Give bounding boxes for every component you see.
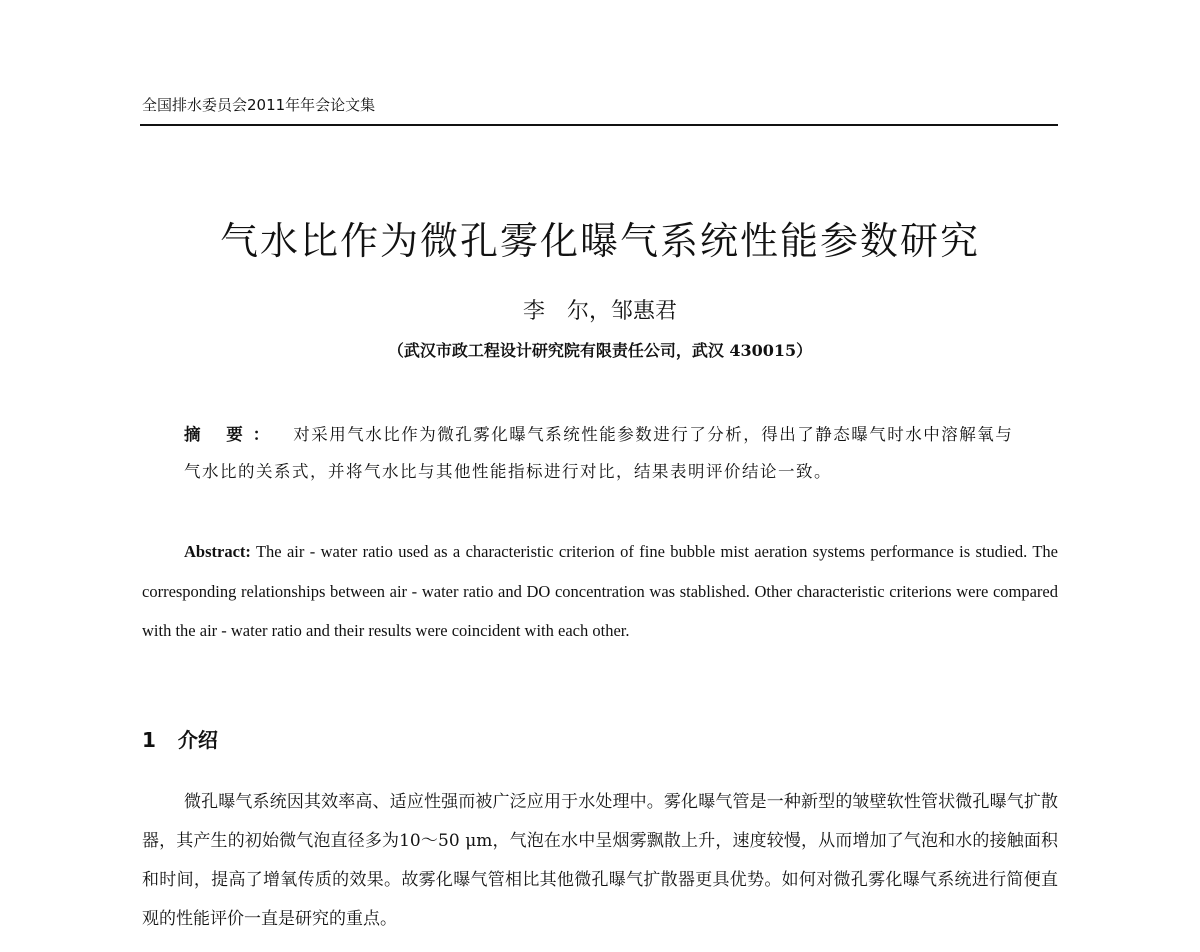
header-rule [140, 124, 1058, 126]
abstract-cn-label: 摘 要： [184, 425, 280, 444]
abstract-cn-text: 对采用气水比作为微孔雾化曝气系统性能参数进行了分析，得出了静态曝气时水中溶解氧与气水比的关系式，并将气水比与其他性能指标进行对比，结果表明评价结论一致。 [184, 425, 1014, 481]
affiliation: （武汉市政工程设计研究院有限责任公司，武汉 430015） [387, 341, 813, 360]
paper-title: 气水比作为微孔雾化曝气系统性能参数研究 [219, 219, 980, 263]
abstract-en-text: The air - water ratio used as a characteristic criterion of fine bubble mist aeration systems performance is studied. The corresponding relationships between air - water ratio and DO concentration was stablished. Other characteristic criterions were compared with the air - water ratio and their results were coincident with each other. [142, 542, 1058, 640]
abstract-en-label: Abstract: [184, 542, 251, 561]
running-header: 全国排水委员会2011年年会论文集 [142, 96, 376, 114]
section-heading [142, 724, 218, 753]
authors: 李 尔，邹惠君 [522, 299, 677, 324]
abstract-english [142, 532, 1058, 651]
body-paragraph: 微孔曝气系统因其效率高、适应性强而被广泛应用于水处理中。雾化曝气管是一种新型的皱壁软性管状微孔曝气扩散器，其产生的初始微气泡直径多为10～50 μm，气泡在水中呈烟雾飘散上升，速度较慢，从而增加了气泡和水的接触面积和时间，提高了增氧传质的效果。故雾化曝气管相比其他微孔曝气扩散器更具优势。如何对微孔雾化曝气系统进行简便直观的性能评价一直是研究的重点。 [142, 792, 1058, 929]
section-number: 1 [142, 728, 156, 752]
abstract-chinese [184, 416, 1024, 490]
section-title: 介绍 [177, 728, 218, 752]
